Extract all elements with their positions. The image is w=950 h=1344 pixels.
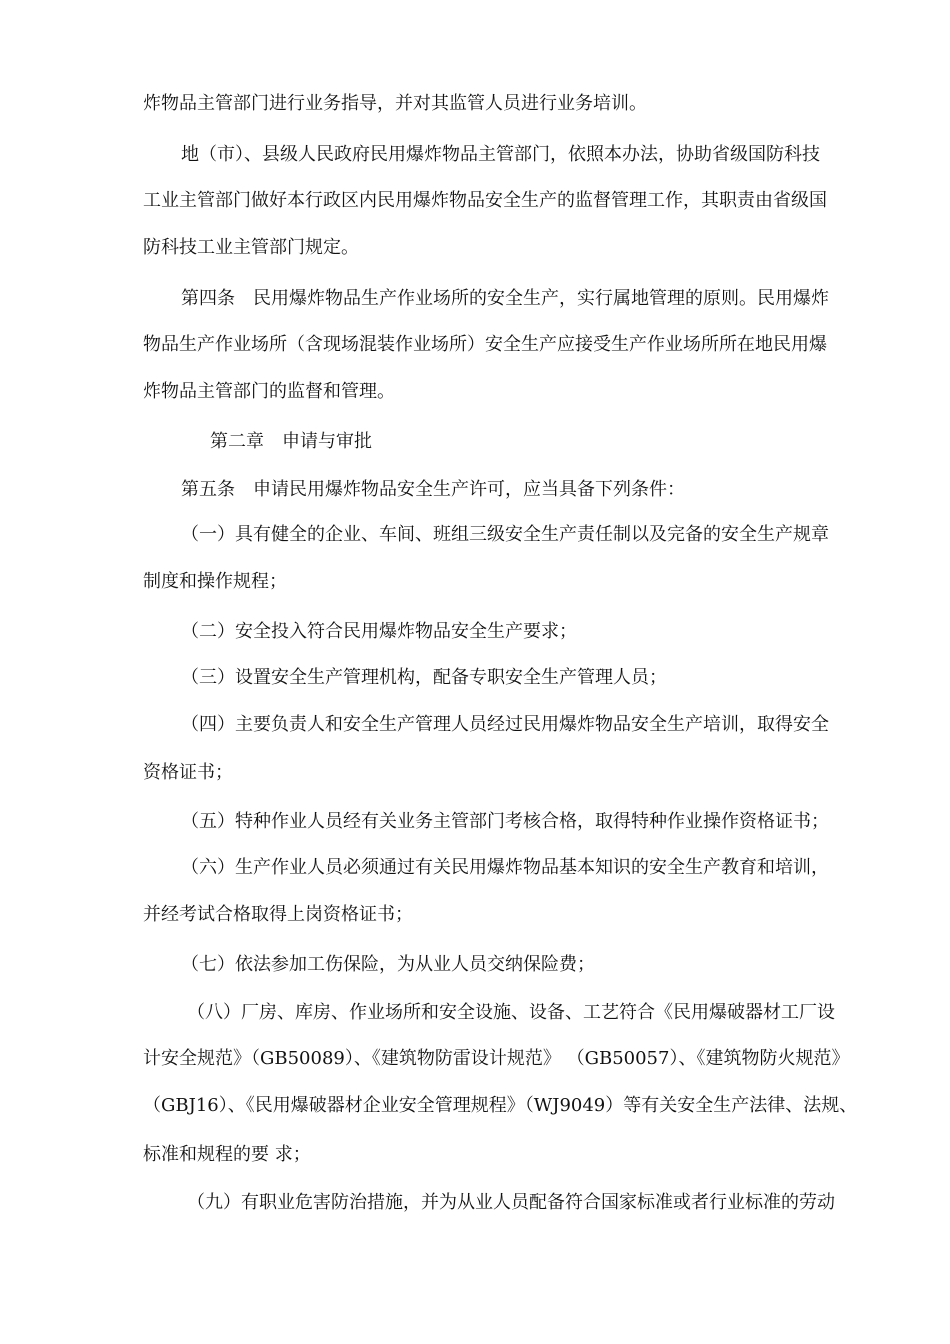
text-line: （一）具有健全的企业、车间、班组三级安全生产责任制以及完备的安全生产规章 <box>181 524 829 545</box>
text-line: （二）安全投入符合民用爆炸物品安全生产要求； <box>181 621 577 642</box>
text-line: 炸物品主管部门进行业务指导，并对其监管人员进行业务培训。 <box>143 93 647 114</box>
text-line: 炸物品主管部门的监督和管理。 <box>143 381 395 402</box>
text-line: 标准和规程的要 求； <box>143 1144 311 1165</box>
text-line: （六）生产作业人员必须通过有关民用爆炸物品基本知识的安全生产教育和培训， <box>181 857 829 878</box>
text-line: （五）特种作业人员经有关业务主管部门考核合格，取得特种作业操作资格证书； <box>181 811 829 832</box>
text-line: 并经考试合格取得上岗资格证书； <box>143 904 413 925</box>
text-line: 工业主管部门做好本行政区内民用爆炸物品安全生产的监督管理工作，其职责由省级国 <box>143 190 827 211</box>
text-line: （九）有职业危害防治措施，并为从业人员配备符合国家标准或者行业标准的劳动 <box>187 1192 835 1213</box>
text-line: 计安全规范》（GB50089）、《建筑物防雷设计规范》 （GB50057）、《建筑物防火规范》 <box>143 1048 850 1069</box>
text-line: （三）设置安全生产管理机构，配备专职安全生产管理人员； <box>181 667 667 688</box>
text-line: 物品生产作业场所（含现场混装作业场所）安全生产应接受生产作业场所所在地民用爆 <box>143 334 827 355</box>
text-line: 防科技工业主管部门规定。 <box>143 237 359 258</box>
text-line: （四）主要负责人和安全生产管理人员经过民用爆炸物品安全生产培训，取得安全 <box>181 714 829 735</box>
text-line: 地（市）、县级人民政府民用爆炸物品主管部门，依照本办法，协助省级国防科技 <box>181 144 820 165</box>
text-line: （八）厂房、库房、作业场所和安全设施、设备、工艺符合《民用爆破器材工厂设 <box>187 1002 835 1023</box>
text-line: 资格证书； <box>143 762 233 783</box>
text-line: 第五条 申请民用爆炸物品安全生产许可，应当具备下列条件： <box>181 479 685 500</box>
text-line: 制度和操作规程； <box>143 571 287 592</box>
text-line: 第四条 民用爆炸物品生产作业场所的安全生产，实行属地管理的原则。民用爆炸 <box>181 288 829 309</box>
chapter-heading: 第二章 申请与审批 <box>210 431 372 452</box>
text-line: （七）依法参加工伤保险，为从业人员交纳保险费； <box>181 954 595 975</box>
text-line: （GBJ16）、《民用爆破器材企业安全管理规程》（WJ9049）等有关安全生产法律、法规、 <box>143 1095 858 1116</box>
